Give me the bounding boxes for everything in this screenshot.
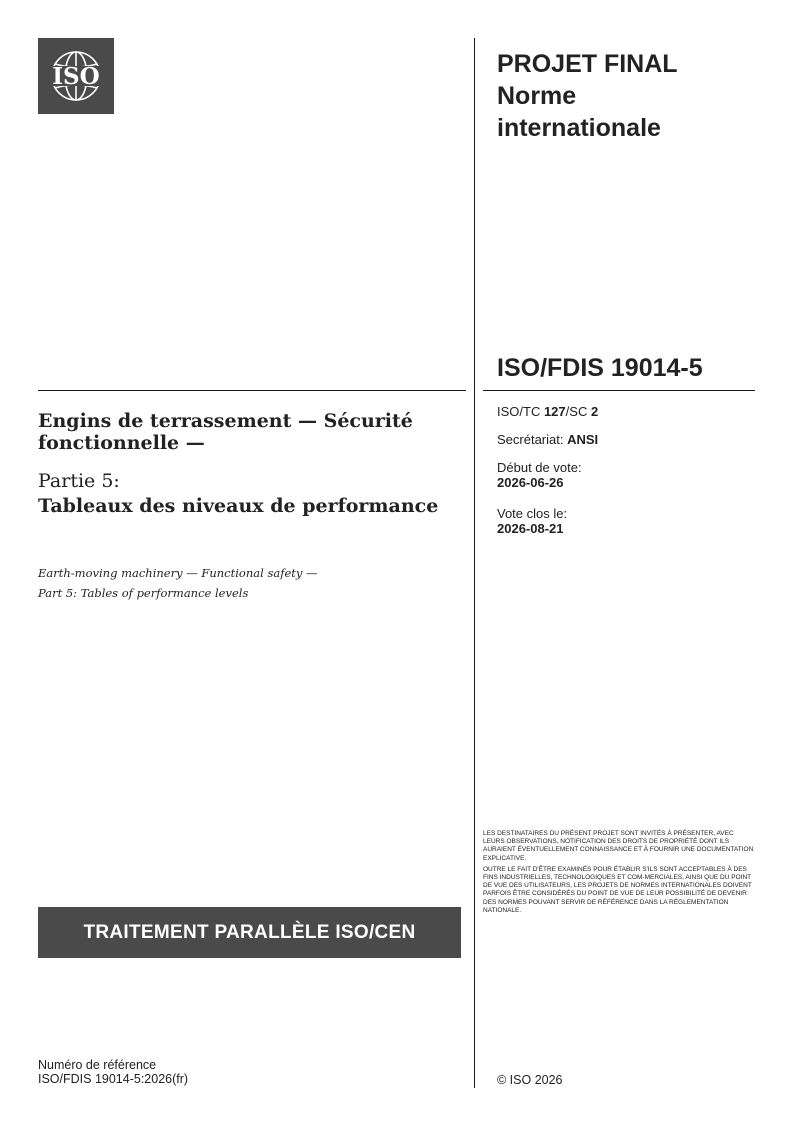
recipient-notice (483, 830, 755, 918)
status-line-3: internationale (497, 114, 661, 142)
iso-logo-text: ISO (52, 63, 100, 90)
iso-logo (38, 38, 114, 114)
notice-paragraph-2: OUTRE LE FAIT D'ÊTRE EXAMINÉS POUR ÉTABLIR S'ILS SONT ACCEPTABLES À DES FINS INDUSTRIELLES, TECHNOLOGIQUES ET COM-MERCIALES, AINSI QUE DU POINT DE VUE DES UTILISATEURS, LES PROJETS DE NORMES INTERNATIONALES DOIVENT PARFOIS ÊTRE CONSIDÉRÉS DU POINT DE VUE DE LEUR POSSIBILITÉ DE DEVENIR DES NORMES POUVANT SERVIR DE RÉFÉRENCE DANS LA RÉGLEMENTATION NATIONALE. (483, 865, 752, 914)
english-title-line-2: Part 5: Tables of performance levels (38, 586, 249, 600)
committee-prefix: ISO/TC (497, 404, 544, 419)
horizontal-divider-right (483, 390, 755, 391)
secretariat-label: Secrétariat: (497, 432, 568, 447)
secretariat-value: ANSI (567, 432, 599, 447)
horizontal-divider-left (38, 390, 466, 391)
part-title: Tableaux des niveaux de performance (38, 495, 439, 517)
secretariat-line (497, 432, 598, 447)
vote-start-label: Début de vote: (497, 460, 582, 475)
vote-end-date: 2026-08-21 (497, 521, 564, 536)
tc-number: 127 (543, 404, 566, 419)
main-title: Engins de terrassement — Sécurité fonctionnelle — (38, 410, 413, 454)
vertical-divider (474, 38, 475, 1088)
parallel-processing-banner (38, 907, 461, 958)
vote-end-label: Vote clos le: (497, 506, 568, 521)
copyright: © ISO 2026 (497, 1073, 563, 1087)
sc-number: 2 (590, 404, 599, 419)
part-label: Partie 5: (38, 470, 120, 492)
notice-paragraph-1: LES DESTINATAIRES DU PRÉSENT PROJET SONT INVITÉS À PRÉSENTER, AVEC LEURS OBSERVATIONS, NOTIFICATION DES DROITS DE PROPRIÉTÉ DONT ILS AURAIENT ÉVENTUELLEMENT CONNAISSANCE ET À FOURNIR UNE DOCUMENTATION EXPLICATIVE. (483, 830, 754, 862)
reference-number (38, 1058, 188, 1086)
vote-start-date: 2026-06-26 (497, 475, 564, 490)
sc-prefix: /SC (565, 404, 591, 419)
english-title-line-1: Earth-moving machinery — Functional safety — (38, 566, 318, 580)
committee-line (497, 404, 598, 419)
status-line-2: Norme (497, 82, 577, 110)
status-line-1: PROJET FINAL (497, 50, 678, 78)
vote-start (497, 460, 582, 490)
reference-value: ISO/FDIS 19014-5:2026(fr) (38, 1072, 189, 1086)
reference-label: Numéro de référence (38, 1058, 157, 1072)
document-status (497, 48, 757, 144)
document-number: ISO/FDIS 19014-5 (497, 354, 703, 382)
vote-end (497, 506, 567, 536)
banner-text: TRAITEMENT PARALLÈLE ISO/CEN (83, 921, 416, 943)
